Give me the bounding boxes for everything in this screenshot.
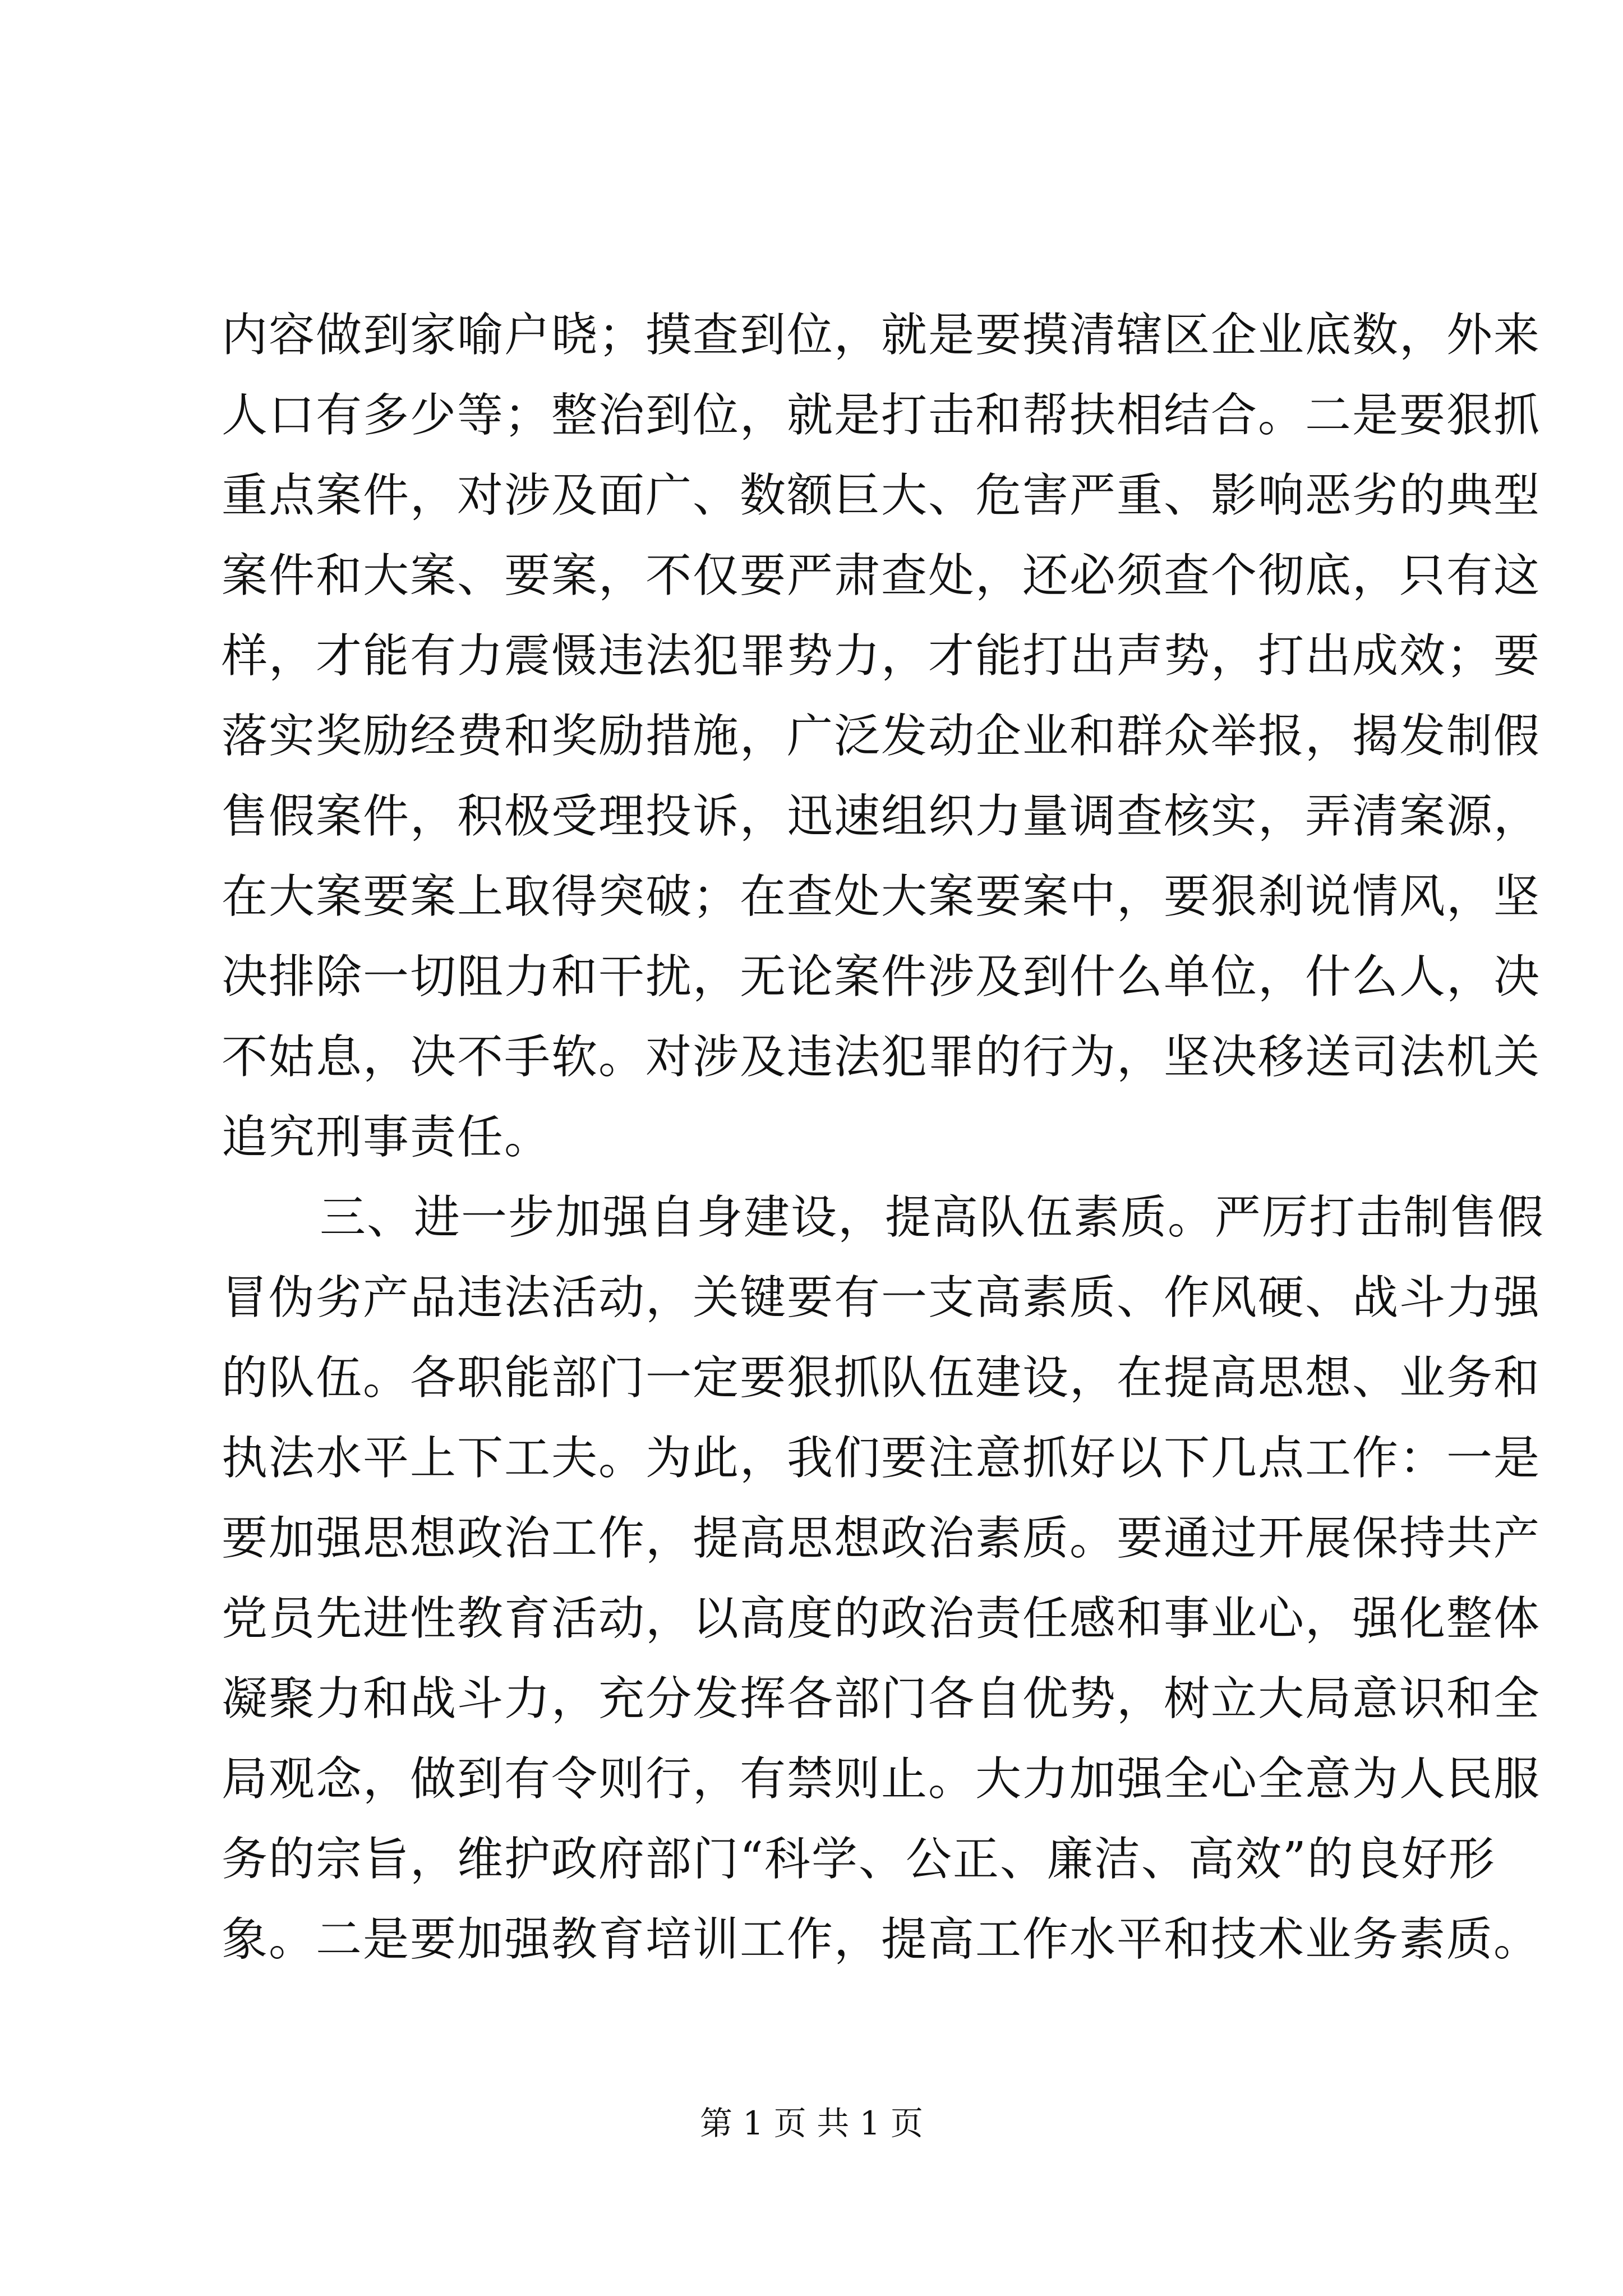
- text-line: 执法水平上下工夫。为此，我们要注意抓好以下几点工作：一是: [222, 1432, 1541, 1485]
- text-line: 追究刑事责任。: [222, 1111, 552, 1164]
- text-line: 决排除一切阻力和干扰，无论案件涉及到什么单位，什么人，决: [222, 950, 1541, 1004]
- paragraph-heading-line: 三、进一步加强自身建设，提高队伍素质。严厉打击制售假: [320, 1191, 1545, 1244]
- text-line: 党员先进性教育活动，以高度的政治责任感和事业心，强化整体: [222, 1592, 1541, 1645]
- text-line: 不姑息，决不手软。对涉及违法犯罪的行为，坚决移送司法机关: [222, 1030, 1541, 1084]
- text-line: 案件和大案、要案，不仅要严肃查处，还必须查个彻底，只有这: [222, 549, 1541, 602]
- text-line: 凝聚力和战斗力，充分发挥各部门各自优势，树立大局意识和全: [222, 1672, 1541, 1726]
- page-number-label: 第 1 页 共 1 页: [700, 2104, 923, 2142]
- text-line: 内容做到家喻户晓；摸查到位，就是要摸清辖区企业底数，外来: [222, 309, 1541, 362]
- document-body: [222, 306, 1545, 1990]
- text-line: 象。二是要加强教育培训工作，提高工作水平和技术业务素质。: [222, 1913, 1541, 1966]
- text-line: 要加强思想政治工作，提高思想政治素质。要通过开展保持共产: [222, 1512, 1541, 1565]
- text-line: 局观念，做到有令则行，有禁则止。大力加强全心全意为人民服: [222, 1752, 1541, 1806]
- text-line: 在大案要案上取得突破；在查处大案要案中，要狠刹说情风，坚: [222, 870, 1541, 923]
- text-line: 落实奖励经费和奖励措施，广泛发动企业和群众举报，揭发制假: [222, 710, 1541, 763]
- text-line: 的队伍。各职能部门一定要狠抓队伍建设，在提高思想、业务和: [222, 1351, 1541, 1405]
- text-line: 重点案件，对涉及面广、数额巨大、危害严重、影响恶劣的典型: [222, 469, 1541, 522]
- text-line: 人口有多少等；整治到位，就是打击和帮扶相结合。二是要狠抓: [222, 389, 1541, 442]
- text-line: 务的宗旨，维护政府部门“科学、公正、廉洁、高效”的良好形: [222, 1833, 1496, 1886]
- page-footer: [0, 2101, 1623, 2146]
- text-line: 冒伪劣产品违法活动，关键要有一支高素质、作风硬、战斗力强: [222, 1271, 1541, 1324]
- text-line: 样，才能有力震慑违法犯罪势力，才能打出声势，打出成效；要: [222, 629, 1541, 683]
- text-line: 售假案件，积极受理投诉，迅速组织力量调查核实，弄清案源，: [222, 790, 1541, 843]
